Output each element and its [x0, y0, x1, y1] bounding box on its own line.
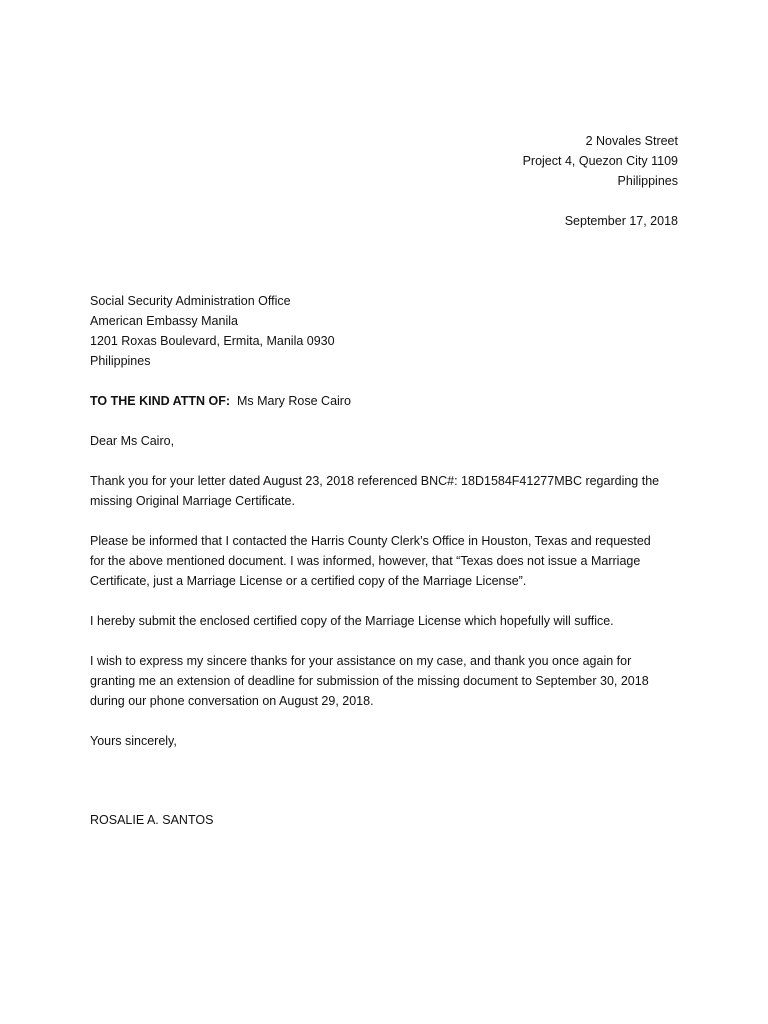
recipient-line-1: Social Security Administration Office — [90, 294, 291, 308]
attention-label: TO THE KIND ATTN OF: — [90, 394, 231, 408]
paragraph-line: I wish to express my sincere thanks for your assistance on my case, and thank you once again for — [90, 654, 632, 668]
paragraph-2 — [90, 531, 680, 591]
paragraph-line: granting me an extension of deadline for submission of the missing document to September 30, 2018 — [90, 674, 649, 688]
salutation: Dear Ms Cairo, — [90, 434, 175, 448]
paragraph-1 — [90, 471, 680, 511]
recipient-line-4: Philippines — [90, 354, 151, 368]
paragraph-line: Certificate, just a Marriage License or a certified copy of the Marriage License”. — [90, 574, 527, 588]
closing: Yours sincerely, — [90, 734, 177, 748]
paragraph-3 — [90, 611, 680, 631]
paragraph-line: for the above mentioned document. I was informed, however, that “Texas does not issue a Marriage — [90, 554, 641, 568]
paragraph-line: I hereby submit the enclosed certified copy of the Marriage License which hopefully will suffice. — [90, 614, 614, 628]
paragraph-4 — [90, 651, 680, 711]
sender-country: Philippines — [617, 174, 678, 188]
sender-street: 2 Novales Street — [585, 134, 678, 148]
recipient-line-3: 1201 Roxas Boulevard, Ermita, Manila 0930 — [90, 334, 335, 348]
attention-line — [90, 391, 351, 411]
paragraph-line: during our phone conversation on August 29, 2018. — [90, 694, 374, 708]
paragraph-line: missing Original Marriage Certificate. — [90, 494, 295, 508]
signatory-name: ROSALIE A. SANTOS — [90, 813, 214, 827]
paragraph-line: Please be informed that I contacted the Harris County Clerk’s Office in Houston, Texas and requested — [90, 534, 651, 548]
paragraph-line: Thank you for your letter dated August 23, 2018 referenced BNC#: 18D1584F41277MBC regarding the — [90, 474, 660, 488]
sender-city: Project 4, Quezon City 1109 — [522, 154, 678, 168]
attention-name: Ms Mary Rose Cairo — [237, 394, 351, 408]
letter-date: September 17, 2018 — [564, 214, 678, 228]
recipient-line-2: American Embassy Manila — [90, 314, 238, 328]
